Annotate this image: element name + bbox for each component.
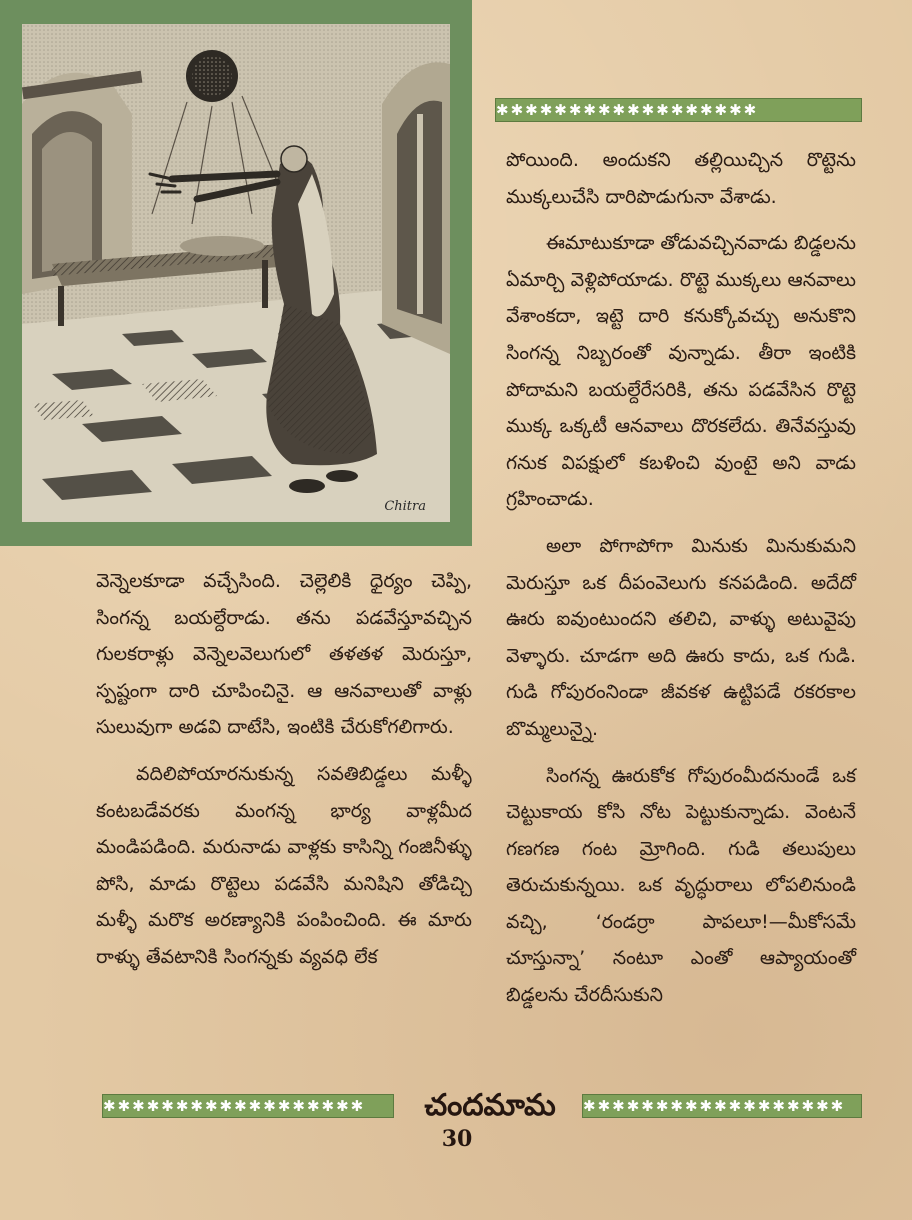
illustration-frame bbox=[0, 0, 472, 546]
left-paragraph-1: వెన్నెలకూడా వచ్చేసింది. చెల్లెలికి ధైర్యం చెప్పి, సింగన్న బయల్దేరాడు. తను పడవేస్తూవచ్చిన గులకరాళ్లు వెన్నెలవెలుగులో తళతళ మెరుస్తూ, స్పష్టంగా దారి చూపించినై. ఆ ఆనవాలుతో వాళ్లు సులువుగా అడవి దాటేసి, ఇంటికి చేరుకోగలిగారు. bbox=[96, 570, 472, 739]
decorative-border-footer-right: ✱✱✱✱✱✱✱✱✱✱✱✱✱✱✱✱✱✱ bbox=[582, 1094, 862, 1118]
illustrator-signature: Chitra bbox=[384, 499, 426, 514]
left-column bbox=[96, 563, 472, 976]
right-paragraph-1: పోయింది. అందుకని తల్లియిచ్చిన రొట్టెను ముక్కలుచేసి దారిపొడుగునా వేశాడు. bbox=[506, 149, 856, 208]
right-paragraph-2: ఈమాటుకూడా తోడువచ్చినవాడు బిడ్డలను ఏమార్చి వెళ్లిపోయాడు. రొట్టె ముక్కలు ఆనవాలు వేశాంకదా, ఇట్టె దారి కనుక్కోవచ్చు అనుకొని సింగన్న నిబ్బరంతో వున్నాడు. తీరా ఇంటికి పోదామని బయల్దేరేసరికి, తను పడవేసిన రొట్టె ముక్క ఒక్కటీ ఆనవాలు దొరకలేదు. తినేవస్తువు గనుక విపక్షులో కబళించి వుంటై అని వాడు గ్రహించాడు. bbox=[506, 232, 856, 511]
right-paragraph-4: సింగన్న ఊరుకోక గోపురంమీదనుండే ఒక చెట్టుకాయ కోసి నోట పెట్టుకున్నాడు. వెంటనే గణగణ గంట మ్రోగింది. గుడి తలుపులు తెరుచుకున్నయి. ఒక వృద్ధురాలు లోపలినుండి వచ్చి, ‘రండర్రా పాపలూ!—మీకోసమే చూస్తున్నా’ నంటూ ఎంతో ఆప్యాయంతో బిడ్డలను చేరదీసుకుని bbox=[506, 764, 856, 1007]
right-paragraph-3: అలా పోగాపోగా మినుకు మినుకుమని మెరుస్తూ ఒక దీపంవెలుగు కనపడింది. అదేదో ఊరు ఐవుంటుందని తలిచి, వాళ్ళు అటువైపు వెళ్ళారు. చూడగా అది ఊరు కాదు, ఒక గుడి. గుడి గోపురంనిండా జీవకళ ఉట్టిపడే రకరకాల బొమ్మలున్నై. bbox=[506, 534, 856, 740]
decorative-border-top: ✱✱✱✱✱✱✱✱✱✱✱✱✱✱✱✱✱✱ bbox=[495, 98, 862, 122]
page-number: 30 bbox=[441, 1126, 473, 1152]
illustration-drawing bbox=[22, 24, 450, 522]
magazine-title: చందమామ bbox=[424, 1088, 556, 1123]
decorative-border-footer-left: ✱✱✱✱✱✱✱✱✱✱✱✱✱✱✱✱✱✱ bbox=[102, 1094, 394, 1118]
left-paragraph-2: వదిలిపోయారనుకున్న సవతిబిడ్డలు మళ్ళీ కంటబడేవరకు మంగన్న భార్య వాళ్లమీద మండిపడింది. మరునాడు వాళ్లకు కాసిన్ని గంజినీళ్ళు పోసి, మాడు రొట్టెలు పడవేసి మనిషిని తోడిచ్చి మళ్ళీ మరొక అరణ్యానికి పంపించింది. ఈ మారు రాళ్ళు తేవటానికి సింగన్నకు వ్యవధి లేక bbox=[96, 762, 472, 968]
illustration bbox=[22, 24, 450, 522]
right-column bbox=[506, 142, 856, 1014]
